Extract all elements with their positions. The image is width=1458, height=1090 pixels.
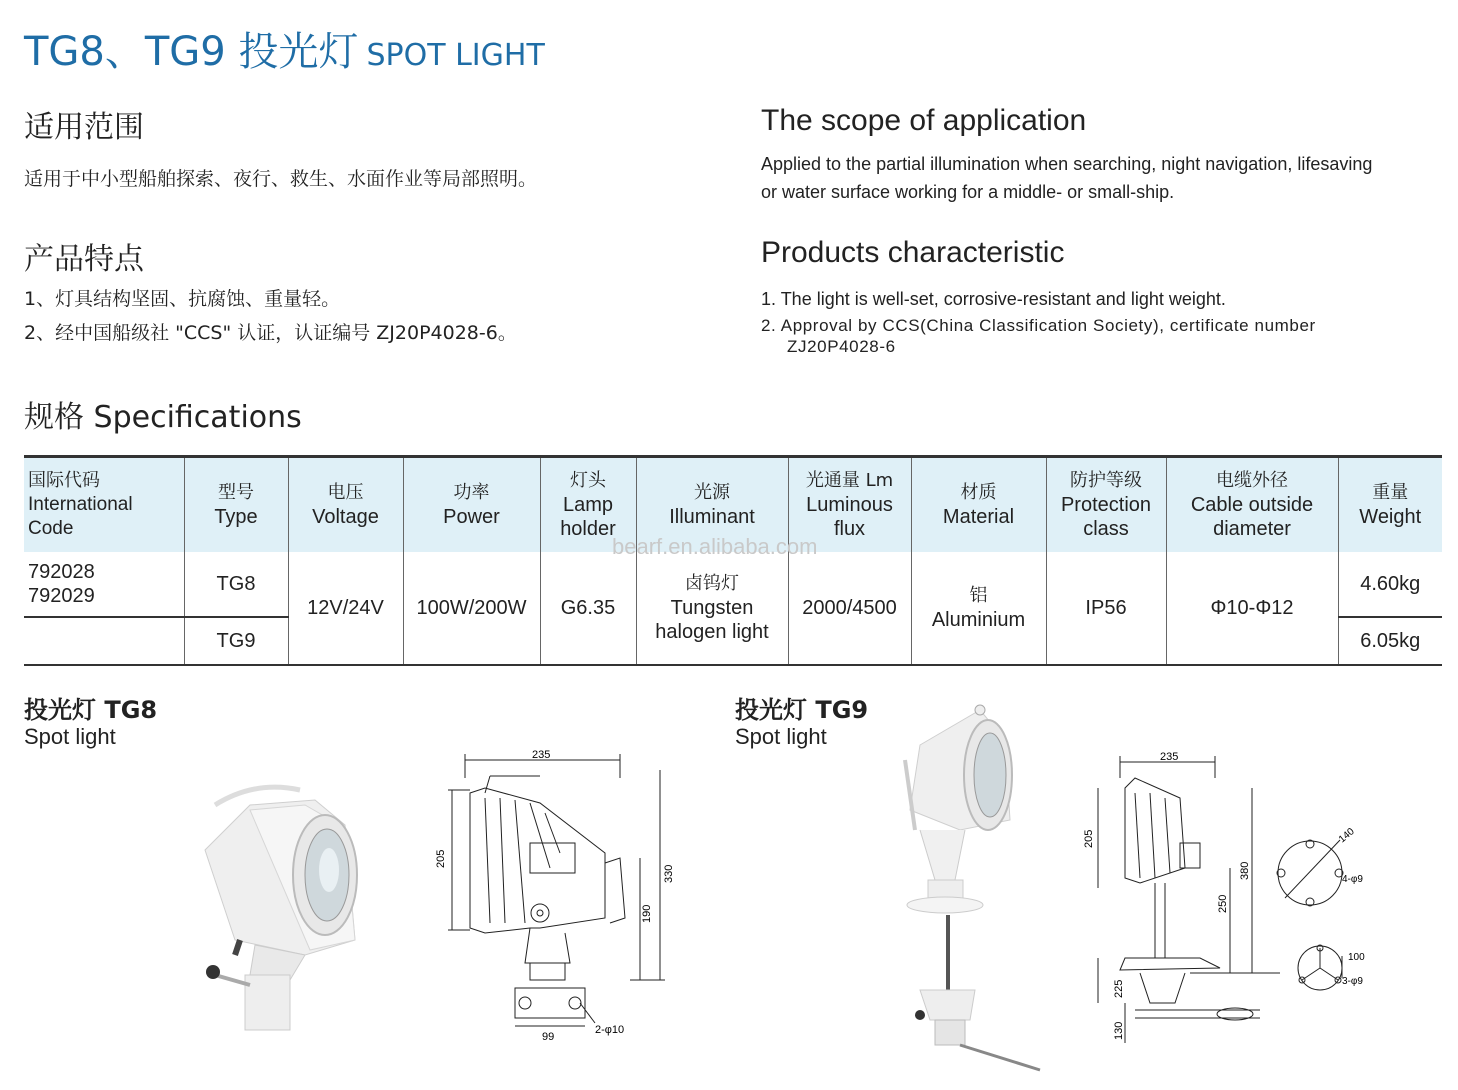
header-cn: 光源	[694, 482, 730, 503]
header-cn: 功率	[453, 482, 490, 503]
header-en: Voltage	[312, 506, 379, 528]
cell-code-empty	[24, 617, 184, 665]
illuminant-cn: 卤钨灯	[685, 573, 739, 594]
tg9-dim-h3: 250	[1217, 894, 1229, 913]
header-cn: 国际代码	[28, 470, 100, 491]
header-en: Type	[214, 506, 258, 528]
header-material	[911, 457, 1046, 553]
material-cn: 铝	[969, 585, 988, 606]
tg8-dim-holes: 2-φ10	[595, 1024, 625, 1036]
header-cn: 重量	[1372, 482, 1409, 503]
characteristic-item-1-cn: 1、灯具结构坚固、抗腐蚀、重量轻。	[24, 288, 341, 310]
header-en: Material	[942, 506, 1015, 528]
product-tg9-subtitle: Spot light	[735, 724, 827, 749]
page-title-cn: TG8、TG9 投光灯	[24, 29, 359, 75]
page-title-en: SPOT LIGHT	[366, 38, 545, 73]
header-cn: 材质	[960, 482, 997, 503]
tg8-dim-base: 99	[542, 1031, 555, 1043]
header-cn: 型号	[218, 482, 254, 503]
tg9-dim-h2: 380	[1239, 861, 1251, 880]
cell-illuminant	[636, 552, 788, 665]
material-en: Aluminium	[931, 609, 1026, 631]
header-protection-class	[1046, 457, 1166, 553]
header-cn: 电压	[327, 482, 364, 503]
cell-codes	[24, 552, 184, 617]
characteristic-item-2-en-line2: ZJ20P4028-6	[787, 337, 896, 356]
characteristics-heading-cn: 产品特点	[24, 242, 144, 277]
cell-luminous-flux: 2000/4500	[788, 552, 911, 665]
cell-voltage: 12V/24V	[288, 552, 403, 665]
tg9-dim-d2: 100	[1348, 952, 1365, 963]
cell-type-tg8: TG8	[184, 552, 288, 617]
illuminant-en: Tungsten halogen light	[655, 597, 769, 643]
header-power	[403, 457, 540, 553]
header-cn: 电缆外径	[1216, 470, 1288, 491]
page-title	[24, 20, 545, 77]
header-en: Weight	[1359, 506, 1422, 528]
tg8-dim-h2: 330	[663, 864, 675, 883]
product-tg8-title: 投光灯 TG8	[24, 696, 158, 724]
specifications-heading: 规格 Specifications	[24, 400, 302, 435]
header-cable-diameter	[1166, 457, 1338, 553]
cell-type-tg9: TG9	[184, 617, 288, 665]
specifications-table	[24, 455, 1442, 666]
tg9-dim-h1: 205	[1083, 829, 1095, 848]
tg9-dim-h4: 225	[1113, 979, 1125, 998]
table-row	[24, 552, 1442, 617]
cell-lamp-holder: G6.35	[540, 552, 636, 665]
tg9-dim-d1: 140	[1336, 826, 1357, 846]
tg8-dim-h3: 190	[641, 904, 653, 923]
cell-material	[911, 552, 1046, 665]
cell-protection-class: IP56	[1046, 552, 1166, 665]
tg8-dimension-drawing	[430, 748, 680, 1048]
characteristics-heading-en: Products characteristic	[761, 236, 1065, 269]
scope-text-en-line2: or water surface working for a middle- or small-ship.	[761, 182, 1175, 202]
cell-weight-tg8: 4.60kg	[1338, 552, 1442, 617]
header-type	[184, 457, 288, 553]
header-weight	[1338, 457, 1442, 553]
scope-text-en-line1: Applied to the partial illumination when searching, night navigation, lifesaving	[761, 154, 1373, 174]
tg9-product-photo	[880, 700, 1050, 1080]
characteristic-item-2-en-line1: 2. Approval by CCS(China Classification Society), certificate number	[761, 316, 1316, 335]
tg8-dim-h1: 205	[435, 849, 447, 868]
tg9-dimension-drawing	[1080, 748, 1390, 1058]
header-international-code	[24, 457, 184, 553]
header-cn: 光通量 Lm	[805, 470, 894, 491]
product-tg8-subtitle: Spot light	[24, 724, 116, 749]
characteristic-item-2-cn: 2、经中国船级社 "CCS" 认证，认证编号 ZJ20P4028-6。	[24, 322, 517, 344]
tg9-dim-d1-holes: 4-φ9	[1342, 874, 1363, 885]
header-en: Illuminant	[669, 506, 755, 528]
scope-heading-en: The scope of application	[761, 104, 1087, 137]
characteristic-item-1-en: 1. The light is well-set, corrosive-resistant and light weight.	[761, 289, 1226, 309]
header-en: Protection class	[1060, 494, 1152, 540]
header-voltage	[288, 457, 403, 553]
header-en: Luminous flux	[806, 494, 893, 540]
cell-weight-tg9: 6.05kg	[1338, 617, 1442, 665]
header-cn: 灯头	[570, 470, 606, 491]
tg8-product-photo	[195, 780, 385, 1040]
tg9-dim-d2-holes: 3-φ9	[1342, 976, 1363, 987]
product-tg9-title: 投光灯 TG9	[735, 696, 869, 724]
characteristic-item-2-en	[761, 315, 1316, 357]
header-en: International Code	[28, 494, 133, 539]
tg9-dim-h5: 130	[1113, 1021, 1125, 1040]
characteristics-list-cn	[24, 282, 517, 350]
tg8-dim-width: 235	[532, 749, 551, 761]
scope-text-en	[761, 150, 1372, 206]
header-en: Power	[443, 506, 500, 528]
cell-cable-diameter: Φ10-Φ12	[1166, 552, 1338, 665]
watermark: bearf.en.alibaba.com	[612, 534, 818, 559]
scope-text-cn: 适用于中小型船舶探索、夜行、救生、水面作业等局部照明。	[24, 168, 538, 190]
header-en: Cable outside diameter	[1190, 494, 1314, 540]
header-cn: 防护等级	[1070, 470, 1142, 491]
code-792028: 792028	[28, 561, 95, 583]
code-792029: 792029	[28, 585, 95, 607]
tg9-dim-width: 235	[1160, 751, 1179, 763]
cell-power: 100W/200W	[403, 552, 540, 665]
scope-heading-cn: 适用范围	[24, 110, 144, 145]
header-en: Lamp holder	[560, 494, 616, 540]
